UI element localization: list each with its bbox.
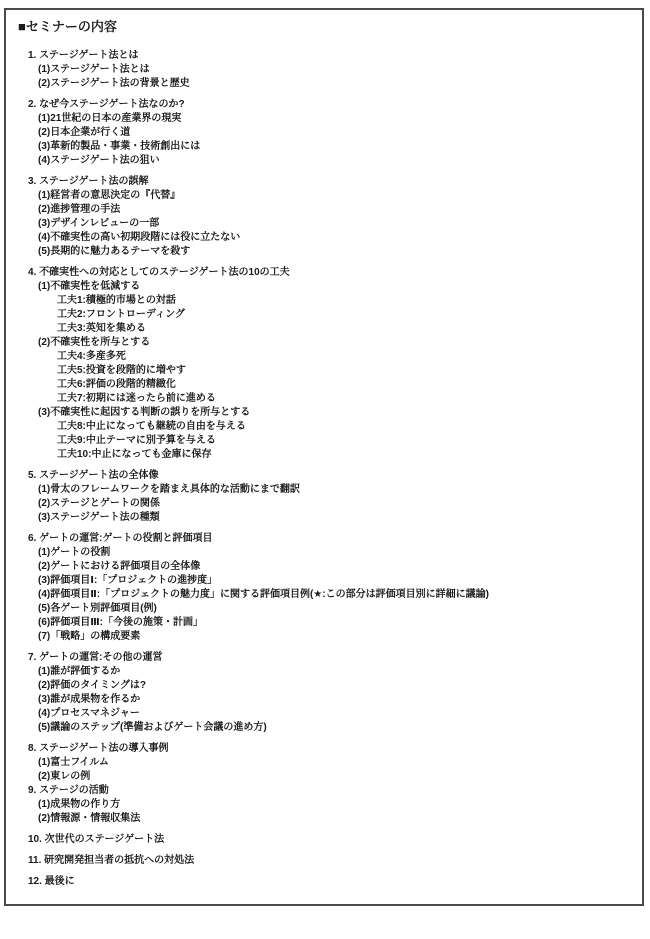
- outline-item: (1)骨太のフレームワークを踏まえ具体的な活動にまで翻訳: [38, 484, 300, 495]
- section-number-and-title: 12. 最後に: [28, 876, 75, 887]
- outline-subitem: 工夫5:投資を段階的に増やす: [57, 365, 186, 376]
- section-number-and-title: 4. 不確実性への対応としてのステージゲート法の10の工夫: [28, 267, 290, 278]
- outline-section-11: [18, 854, 630, 868]
- outline-subitem: 工夫1:積極的市場との対話: [57, 295, 176, 306]
- seminar-outline: [18, 49, 630, 889]
- section-number-and-title: 8. ステージゲート法の導入事例: [28, 743, 169, 754]
- section-number-and-title: 2. なぜ今ステージゲート法なのか?: [28, 99, 185, 110]
- outline-subitem: 工夫2:フロントローディング: [57, 309, 185, 320]
- outline-subitem: 工夫4:多産多死: [57, 351, 126, 362]
- outline-section-6: [18, 532, 630, 644]
- outline-subitem: 工夫10:中止になっても金庫に保存: [57, 449, 212, 460]
- document-frame: [4, 8, 644, 906]
- section-number-and-title: 3. ステージゲート法の誤解: [28, 176, 149, 187]
- outline-subitem: 工夫7:初期には迷ったら前に進める: [57, 393, 216, 404]
- outline-item: (2)不確実性を所与とする: [38, 337, 151, 348]
- outline-item: (4)不確実性の高い初期段階には役に立たない: [38, 232, 241, 243]
- outline-section-8: [18, 742, 630, 784]
- outline-section-3: [18, 175, 630, 259]
- outline-section-5: [18, 469, 630, 525]
- outline-item: (1)誰が評価するか: [38, 666, 121, 677]
- section-number-and-title: 10. 次世代のステージゲート法: [28, 834, 165, 845]
- outline-item: (1)経営者の意思決定の『代替』: [38, 190, 181, 201]
- section-number-and-title: 9. ステージの活動: [28, 785, 109, 796]
- outline-section-12: [18, 875, 630, 889]
- section-number-and-title: 6. ゲートの運営:ゲートの役割と評価項目: [28, 533, 213, 544]
- section-number-and-title: 1. ステージゲート法とは: [28, 50, 139, 61]
- outline-section-9: [18, 784, 630, 826]
- outline-item: (1)不確実性を低減する: [38, 281, 141, 292]
- outline-item: (4)評価項目Ⅱ:「プロジェクトの魅力度」に関する評価項目例(★:この部分は評価項目別に詳細に議論): [38, 589, 489, 600]
- outline-item: (5)長期的に魅力あるテーマを殺す: [38, 246, 191, 257]
- outline-item: (3)誰が成果物を作るか: [38, 694, 141, 705]
- outline-section-2: [18, 98, 630, 168]
- outline-item: (2)東レの例: [38, 771, 91, 782]
- outline-item: (3)デザインレビューの一部: [38, 218, 160, 229]
- outline-item: (1)ゲートの役割: [38, 547, 111, 558]
- outline-item: (2)日本企業が行く道: [38, 127, 131, 138]
- outline-item: (2)進捗管理の手法: [38, 204, 121, 215]
- outline-item: (3)ステージゲート法の種類: [38, 512, 160, 523]
- outline-subitem: 工夫8:中止になっても継続の自由を与える: [57, 421, 246, 432]
- outline-item: (5)議論のステップ(準備およびゲート会議の進め方): [38, 722, 267, 733]
- outline-item: (5)各ゲート別評価項目(例): [38, 603, 157, 614]
- outline-item: (4)プロセスマネジャー: [38, 708, 140, 719]
- outline-item: (1)ステージゲート法とは: [38, 64, 150, 75]
- outline-item: (2)ステージとゲートの関係: [38, 498, 160, 509]
- outline-item: (1)21世紀の日本の産業界の現実: [38, 113, 182, 124]
- outline-item: (1)成果物の作り方: [38, 799, 121, 810]
- outline-subitem: 工夫3:英知を集める: [57, 323, 146, 334]
- outline-item: (3)評価項目Ⅰ:「プロジェクトの進捗度」: [38, 575, 218, 586]
- outline-item: (4)ステージゲート法の狙い: [38, 155, 160, 166]
- outline-section-7: [18, 651, 630, 735]
- outline-item: (2)評価のタイミングは?: [38, 680, 146, 691]
- outline-item: (3)革新的製品・事業・技術創出には: [38, 141, 201, 152]
- outline-section-10: [18, 833, 630, 847]
- outline-subitem: 工夫6:評価の段階的精緻化: [57, 379, 176, 390]
- outline-item: (1)富士フイルム: [38, 757, 109, 768]
- outline-item: (6)評価項目Ⅲ:「今後の施策・計画」: [38, 617, 204, 628]
- outline-section-4: [18, 266, 630, 462]
- section-number-and-title: 5. ステージゲート法の全体像: [28, 470, 159, 481]
- outline-item: (2)ステージゲート法の背景と歴史: [38, 78, 190, 89]
- outline-section-1: [18, 49, 630, 91]
- outline-item: (3)不確実性に起因する判断の誤りを所与とする: [38, 407, 251, 418]
- outline-item: (7)「戦略」の構成要素: [38, 631, 141, 642]
- outline-item: (2)情報源・情報収集法: [38, 813, 141, 824]
- outline-subitem: 工夫9:中止テーマに別予算を与える: [57, 435, 216, 446]
- page-title: ■セミナーの内容: [18, 19, 117, 34]
- section-number-and-title: 7. ゲートの運営:その他の運営: [28, 652, 163, 663]
- section-number-and-title: 11. 研究開発担当者の抵抗への対処法: [28, 855, 195, 866]
- outline-item: (2)ゲートにおける評価項目の全体像: [38, 561, 201, 572]
